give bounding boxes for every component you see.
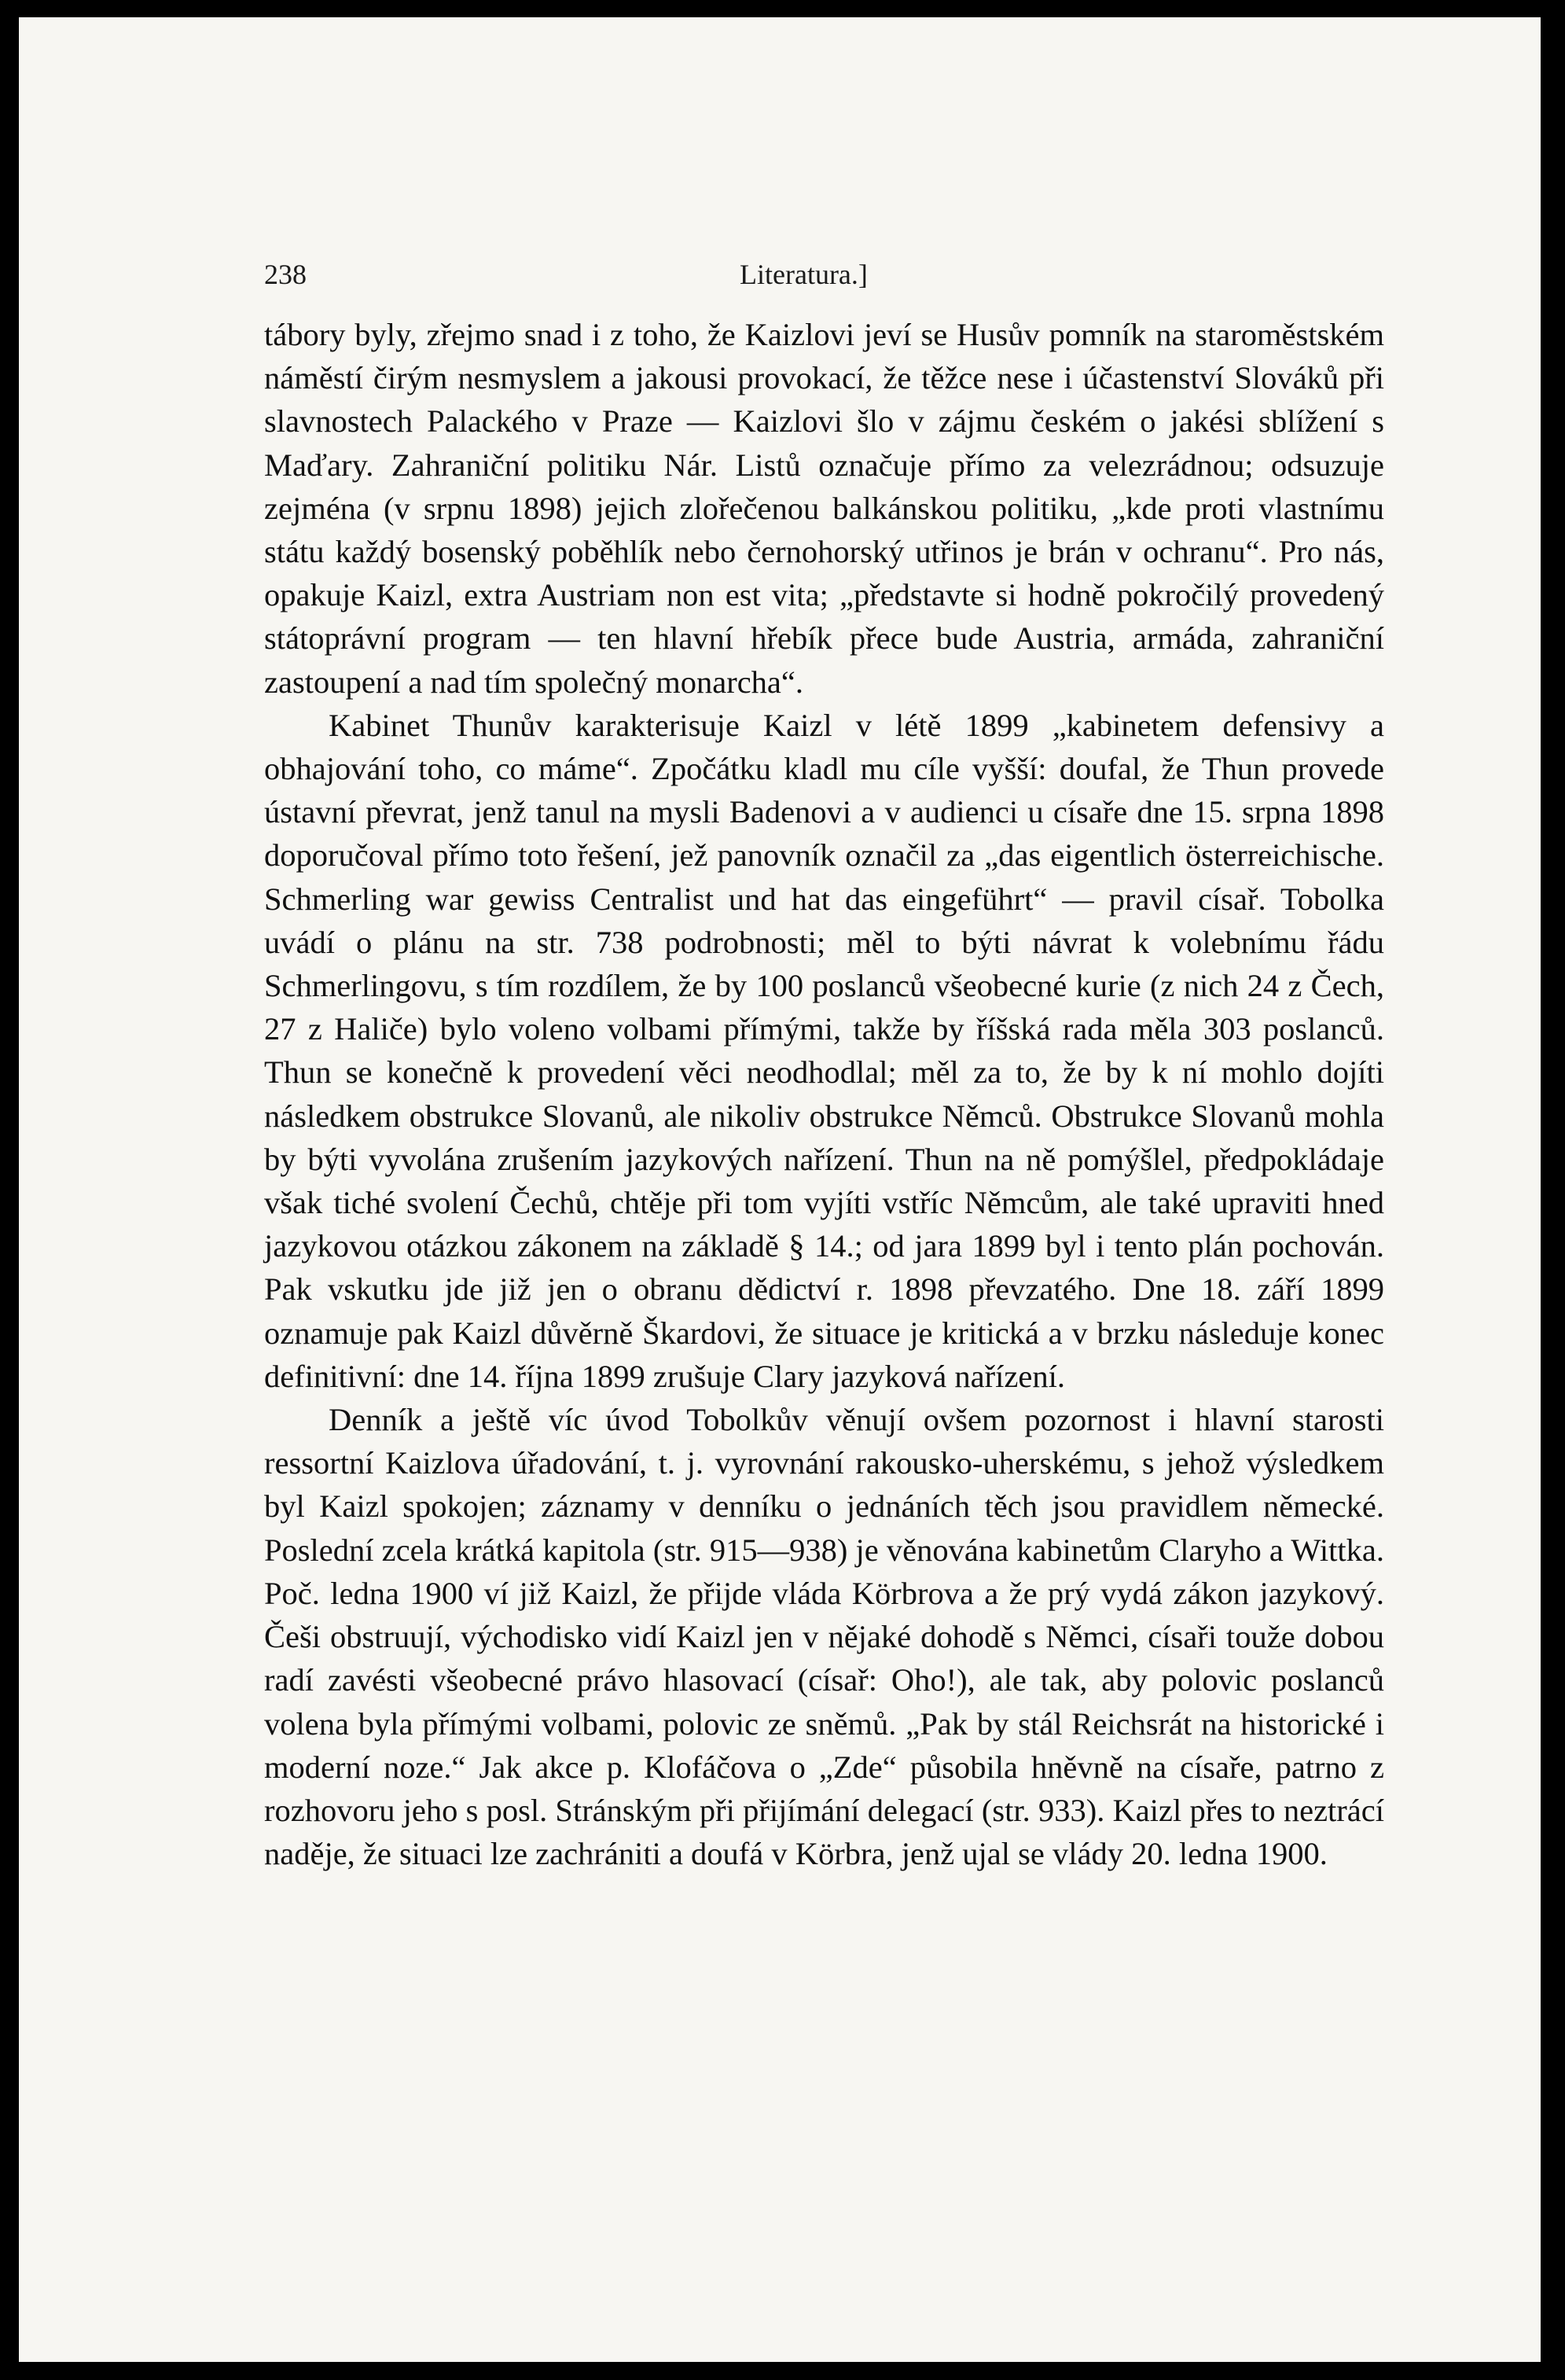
page-header — [264, 247, 1380, 294]
paragraph: Denník a ještě víc úvod Tobolkův věnují ovšem pozornost i hlavní starosti ressortní Kaizlova úřadování, t. j. vyrovnání rakousko-uherskému, s jehož výsledkem byl Kaizl spokojen; záznamy v denníku o jednáních těch jsou pravidlem německé. Poslední zcela krátká kapitola (str. 915—938) je věnována kabinetům Claryho a Wittka. Poč. ledna 1900 ví již Kaizl, že přijde vláda Körbrova a že prý vydá zákon jazykový. Češi obstruují, východisko vidí Kaizl jen v nějaké dohodě s Němci, císaři touže dobou radí zavésti všeobecné právo hlasovací (císař: Oho!), ale tak, aby polovic poslanců volena byla přímými volbami, polovic ze sněmů. „Pak by stál Reichsrát na historické i moderní noze.“ Jak akce p. Klofáčova o „Zde“ působila hněvně na císaře, patrno z rozhovoru jeho s posl. Stránským při přijímání delegací (str. 933). Kaizl přes to neztrácí naděje, že situaci lze zachrániti a doufá v Körbra, jenž ujal se vlády 20. ledna 1900. — [264, 1402, 1384, 1872]
page-number: 238 — [264, 259, 307, 290]
book-page — [19, 17, 1541, 2362]
paragraph: Kabinet Thunův karakterisuje Kaizl v létě 1899 „kabinetem defensivy a obhajování toho, co máme“. Zpočátku kladl mu cíle vyšší: doufal, že Thun provede ústavní převrat, jenž tanul na mysli Badenovi a v audienci u císaře dne 15. srpna 1898 doporučoval přímo toto řešení, jež panovník označil za „das eigentlich österreichische. Schmerling war gewiss Centralist und hat das eingeführt“ — pravil císař. Tobolka uvádí o plánu na str. 738 podrobnosti; měl to býti návrat k volebnímu řádu Schmerlingovu, s tím rozdílem, že by 100 poslanců všeobecné kurie (z nich 24 z Čech, 27 z Haliče) bylo voleno volbami přímými, takže by říšská rada měla 303 poslanců. Thun se konečně k provedení věci neodhodlal; měl za to, že by k ní mohlo dojíti následkem obstrukce Slovanů, ale nikoliv obstrukce Němců. Obstrukce Slovanů mohla by býti vyvolána zrušením jazykových nařízení. Thun na ně pomýšlel, předpokládaje však tiché svolení Čechů, chtěje při tom vyjíti vstříc Němcům, ale také upraviti hned jazykovou otázkou zákonem na základě § 14.; od jara 1899 byl i tento plán pochován. Pak vskutku jde již jen o obranu dědictví r. 1898 převzatého. Dne 18. září 1899 oznamuje pak Kaizl důvěrně Škardovi, že situace je kritická a v brzku následuje konec definitivní: dne 14. října 1899 zrušuje Clary jazyková nařízení. — [264, 707, 1384, 1394]
body-text — [264, 313, 1384, 1875]
paragraph: tábory byly, zřejmo snad i z toho, že Kaizlovi jeví se Husův pomník na staroměstském náměstí čirým nesmyslem a jakousi provokací, že těžce nese i účastenství Slováků při slavnostech Palackého v Praze — Kaizlovi šlo v zájmu českém o jakési sblížení s Maďary. Zahraniční politiku Nár. Listů označuje přímo za velezrádnou; odsuzuje zejména (v srpnu 1898) jejich zlořečenou balkánskou politiku, „kde proti vlastnímu státu každý bosenský poběhlík nebo černohorský utřinos je brán v ochranu“. Pro nás, opakuje Kaizl, extra Austriam non est vita; „představte si hodně pokročilý provedený státoprávní program — ten hlavní hřebík přece bude Austria, armáda, zahraniční zastoupení a nad tím společný monarcha“. — [264, 317, 1384, 700]
running-title: Literatura.] — [740, 259, 868, 290]
